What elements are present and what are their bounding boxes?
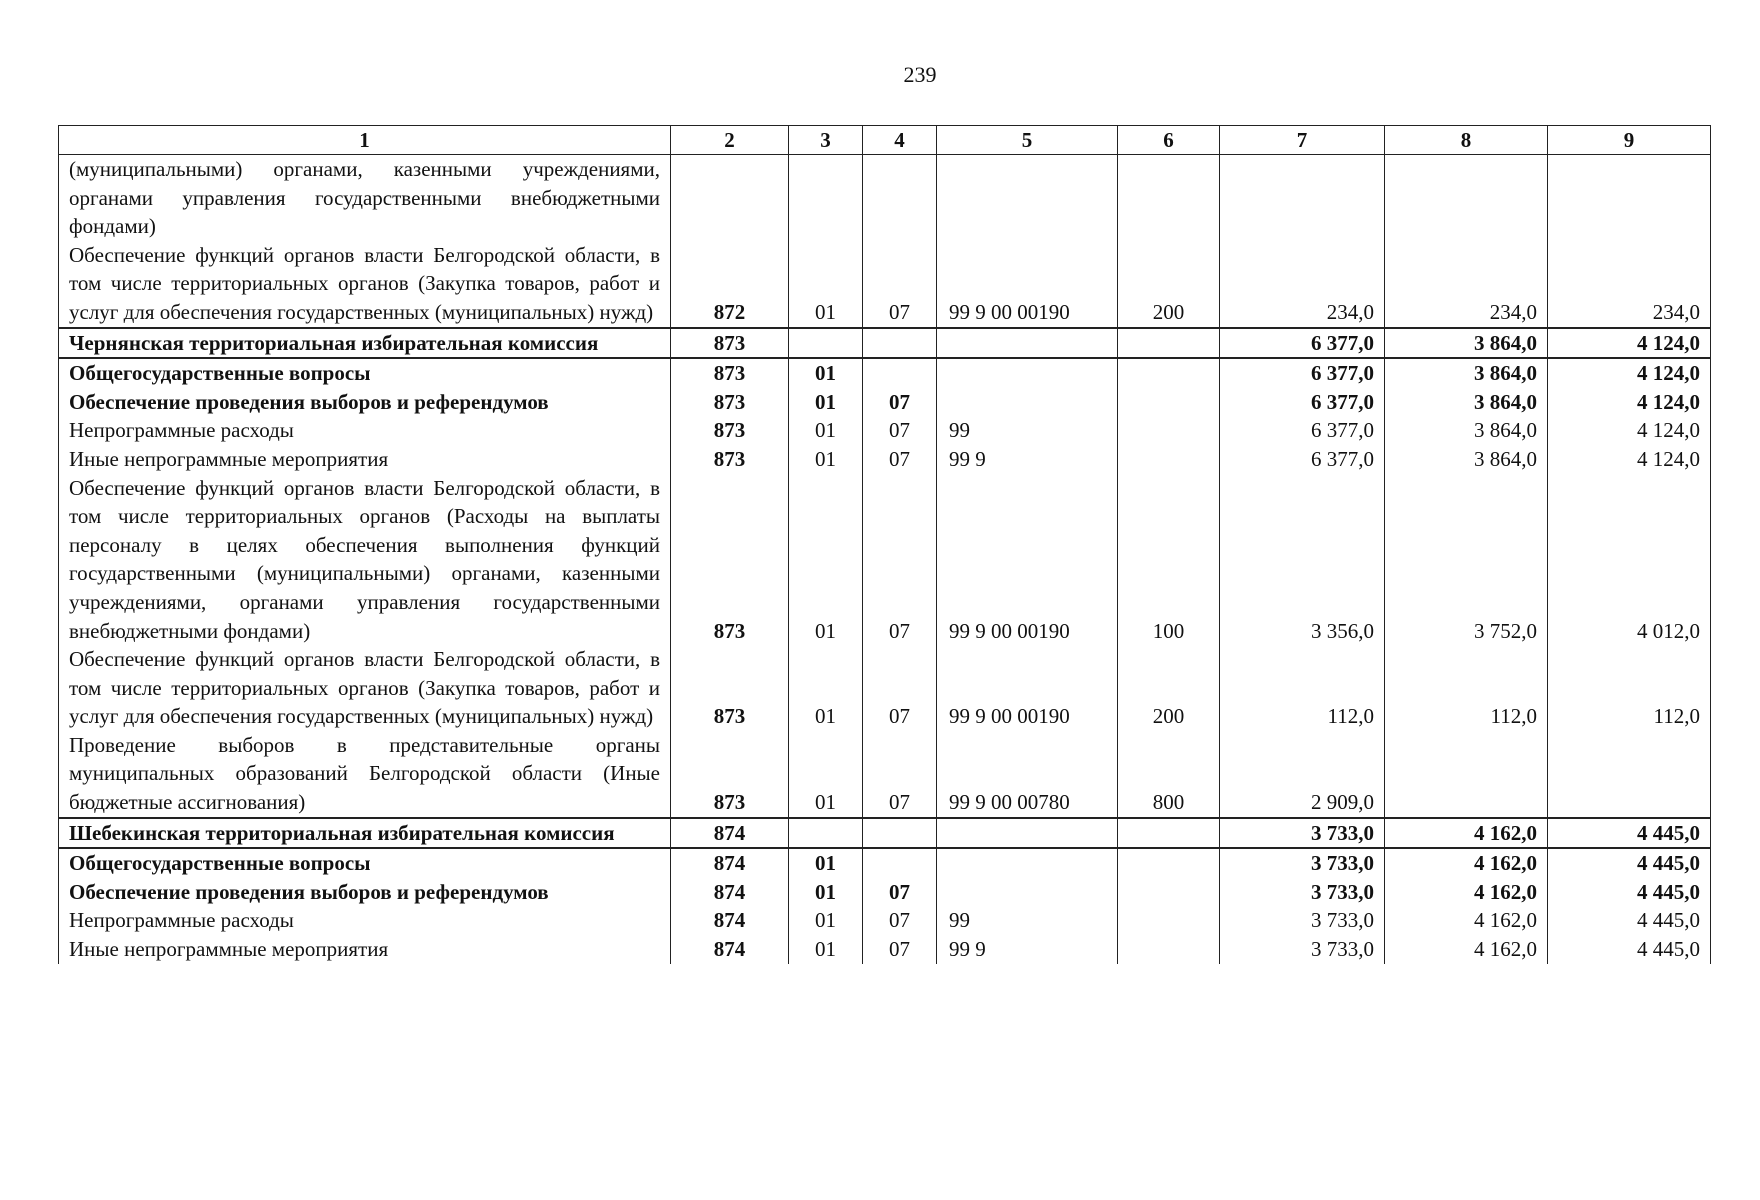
cell-c9: 4 445,0 [1548, 935, 1711, 964]
cell-c9 [1548, 731, 1711, 818]
cell-c8 [1385, 731, 1548, 818]
column-header: 2 [671, 126, 789, 155]
column-header: 3 [789, 126, 863, 155]
cell-c4 [863, 358, 937, 388]
cell-c4: 07 [863, 645, 937, 731]
cell-c8: 4 162,0 [1385, 906, 1548, 935]
table-row [59, 328, 1711, 359]
row-name: Непрограммные расходы [59, 906, 671, 935]
row-name: Непрограммные расходы [59, 416, 671, 445]
cell-c2: 873 [671, 416, 789, 445]
cell-c2: 874 [671, 818, 789, 849]
cell-c6 [1118, 155, 1220, 241]
cell-c7: 3 356,0 [1220, 474, 1385, 646]
cell-c2: 874 [671, 848, 789, 878]
cell-c5 [937, 328, 1118, 359]
cell-c4: 07 [863, 416, 937, 445]
cell-c5 [937, 358, 1118, 388]
cell-c7: 3 733,0 [1220, 818, 1385, 849]
cell-c6 [1118, 416, 1220, 445]
table-row [59, 731, 1711, 818]
row-name: Обеспечение функций органов власти Белгородской области, в том числе территориальных органов (Расходы на выплаты персоналу в целях обеспечения выполнения функций государственными (муниципальными) органами, казенными учреждениями, органами управления государственными внебюджетными фондами) [59, 474, 671, 646]
cell-c3: 01 [789, 416, 863, 445]
cell-c9: 4 124,0 [1548, 445, 1711, 474]
cell-c4: 07 [863, 878, 937, 907]
cell-c2: 874 [671, 878, 789, 907]
cell-c9: 112,0 [1548, 645, 1711, 731]
cell-c8: 4 162,0 [1385, 935, 1548, 964]
column-header: 5 [937, 126, 1118, 155]
cell-c7: 6 377,0 [1220, 388, 1385, 417]
cell-c5: 99 9 00 00780 [937, 731, 1118, 818]
cell-c5: 99 [937, 416, 1118, 445]
cell-c7: 6 377,0 [1220, 445, 1385, 474]
cell-c7: 6 377,0 [1220, 416, 1385, 445]
cell-c6: 800 [1118, 731, 1220, 818]
cell-c5: 99 9 00 00190 [937, 241, 1118, 328]
cell-c3: 01 [789, 645, 863, 731]
cell-c4: 07 [863, 474, 937, 646]
table-row [59, 848, 1711, 878]
row-name: Общегосударственные вопросы [59, 358, 671, 388]
column-header: 8 [1385, 126, 1548, 155]
cell-c6 [1118, 388, 1220, 417]
row-name: (муниципальными) органами, казенными учреждениями, органами управления государственными внебюджетными фондами) [59, 155, 671, 241]
table-row [59, 645, 1711, 731]
cell-c2: 872 [671, 241, 789, 328]
cell-c5: 99 9 00 00190 [937, 474, 1118, 646]
table-row [59, 358, 1711, 388]
row-name: Иные непрограммные мероприятия [59, 935, 671, 964]
cell-c3 [789, 328, 863, 359]
cell-c9 [1548, 155, 1711, 241]
cell-c7: 3 733,0 [1220, 848, 1385, 878]
cell-c6 [1118, 328, 1220, 359]
cell-c8: 4 162,0 [1385, 818, 1548, 849]
cell-c2: 873 [671, 328, 789, 359]
column-header: 1 [59, 126, 671, 155]
cell-c4: 07 [863, 906, 937, 935]
cell-c6 [1118, 935, 1220, 964]
cell-c7: 3 733,0 [1220, 906, 1385, 935]
cell-c5: 99 9 00 00190 [937, 645, 1118, 731]
cell-c6 [1118, 358, 1220, 388]
cell-c2 [671, 155, 789, 241]
cell-c3 [789, 818, 863, 849]
row-name: Общегосударственные вопросы [59, 848, 671, 878]
cell-c2: 873 [671, 358, 789, 388]
cell-c5: 99 [937, 906, 1118, 935]
cell-c9: 4 012,0 [1548, 474, 1711, 646]
cell-c8: 3 864,0 [1385, 328, 1548, 359]
cell-c2: 874 [671, 906, 789, 935]
page-number: 239 [903, 62, 937, 87]
table-row [59, 155, 1711, 241]
cell-c2: 873 [671, 731, 789, 818]
cell-c8: 4 162,0 [1385, 848, 1548, 878]
cell-c7: 234,0 [1220, 241, 1385, 328]
cell-c3: 01 [789, 388, 863, 417]
cell-c6 [1118, 878, 1220, 907]
cell-c5: 99 9 [937, 445, 1118, 474]
cell-c8: 3 864,0 [1385, 445, 1548, 474]
cell-c2: 873 [671, 445, 789, 474]
cell-c9: 4 124,0 [1548, 328, 1711, 359]
cell-c4: 07 [863, 388, 937, 417]
cell-c8: 3 752,0 [1385, 474, 1548, 646]
table-row [59, 445, 1711, 474]
cell-c3: 01 [789, 848, 863, 878]
cell-c6 [1118, 445, 1220, 474]
cell-c2: 873 [671, 388, 789, 417]
cell-c3 [789, 155, 863, 241]
cell-c9: 4 124,0 [1548, 358, 1711, 388]
row-name: Проведение выборов в представительные органы муниципальных образований Белгородской области (Иные бюджетные ассигнования) [59, 731, 671, 818]
table-row [59, 878, 1711, 907]
table-row [59, 241, 1711, 328]
cell-c7: 3 733,0 [1220, 935, 1385, 964]
cell-c8: 3 864,0 [1385, 416, 1548, 445]
cell-c8: 3 864,0 [1385, 388, 1548, 417]
cell-c5 [937, 388, 1118, 417]
cell-c7: 6 377,0 [1220, 358, 1385, 388]
cell-c4 [863, 818, 937, 849]
cell-c5: 99 9 [937, 935, 1118, 964]
cell-c8 [1385, 155, 1548, 241]
cell-c4: 07 [863, 731, 937, 818]
table-row [59, 416, 1711, 445]
cell-c4 [863, 328, 937, 359]
cell-c7: 112,0 [1220, 645, 1385, 731]
cell-c9: 4 445,0 [1548, 906, 1711, 935]
cell-c5 [937, 878, 1118, 907]
cell-c7: 6 377,0 [1220, 328, 1385, 359]
cell-c3: 01 [789, 878, 863, 907]
cell-c5 [937, 818, 1118, 849]
cell-c3: 01 [789, 731, 863, 818]
row-name: Обеспечение функций органов власти Белгородской области, в том числе территориальных органов (Закупка товаров, работ и услуг для обеспечения государственных (муниципальных) нужд) [59, 241, 671, 328]
cell-c4: 07 [863, 445, 937, 474]
cell-c9: 4 124,0 [1548, 388, 1711, 417]
row-name: Обеспечение проведения выборов и референдумов [59, 388, 671, 417]
cell-c5 [937, 848, 1118, 878]
cell-c9: 4 445,0 [1548, 848, 1711, 878]
cell-c4: 07 [863, 935, 937, 964]
column-header: 6 [1118, 126, 1220, 155]
cell-c9: 4 124,0 [1548, 416, 1711, 445]
cell-c2: 873 [671, 474, 789, 646]
cell-c6: 200 [1118, 241, 1220, 328]
cell-c8: 234,0 [1385, 241, 1548, 328]
budget-table [58, 125, 1711, 964]
table-row [59, 474, 1711, 646]
cell-c9: 234,0 [1548, 241, 1711, 328]
cell-c7: 2 909,0 [1220, 731, 1385, 818]
cell-c4 [863, 155, 937, 241]
cell-c3: 01 [789, 445, 863, 474]
cell-c8: 4 162,0 [1385, 878, 1548, 907]
cell-c6: 100 [1118, 474, 1220, 646]
column-header: 7 [1220, 126, 1385, 155]
cell-c9: 4 445,0 [1548, 818, 1711, 849]
cell-c4: 07 [863, 241, 937, 328]
cell-c3: 01 [789, 906, 863, 935]
cell-c9: 4 445,0 [1548, 878, 1711, 907]
table-row [59, 906, 1711, 935]
table-row [59, 935, 1711, 964]
cell-c8: 3 864,0 [1385, 358, 1548, 388]
cell-c7: 3 733,0 [1220, 878, 1385, 907]
cell-c3: 01 [789, 241, 863, 328]
cell-c2: 873 [671, 645, 789, 731]
row-name: Обеспечение проведения выборов и референдумов [59, 878, 671, 907]
cell-c7 [1220, 155, 1385, 241]
cell-c3: 01 [789, 358, 863, 388]
cell-c6 [1118, 848, 1220, 878]
table-header-row [59, 126, 1711, 155]
row-name: Обеспечение функций органов власти Белгородской области, в том числе территориальных органов (Закупка товаров, работ и услуг для обеспечения государственных (муниципальных) нужд) [59, 645, 671, 731]
cell-c4 [863, 848, 937, 878]
cell-c2: 874 [671, 935, 789, 964]
row-name: Шебекинская территориальная избирательная комиссия [59, 818, 671, 849]
column-header: 9 [1548, 126, 1711, 155]
cell-c3: 01 [789, 474, 863, 646]
table-row [59, 818, 1711, 849]
row-name: Иные непрограммные мероприятия [59, 445, 671, 474]
cell-c6 [1118, 818, 1220, 849]
row-name: Чернянская территориальная избирательная комиссия [59, 328, 671, 359]
column-header: 4 [863, 126, 937, 155]
table-row [59, 388, 1711, 417]
cell-c3: 01 [789, 935, 863, 964]
cell-c6 [1118, 906, 1220, 935]
cell-c8: 112,0 [1385, 645, 1548, 731]
cell-c6: 200 [1118, 645, 1220, 731]
cell-c5 [937, 155, 1118, 241]
